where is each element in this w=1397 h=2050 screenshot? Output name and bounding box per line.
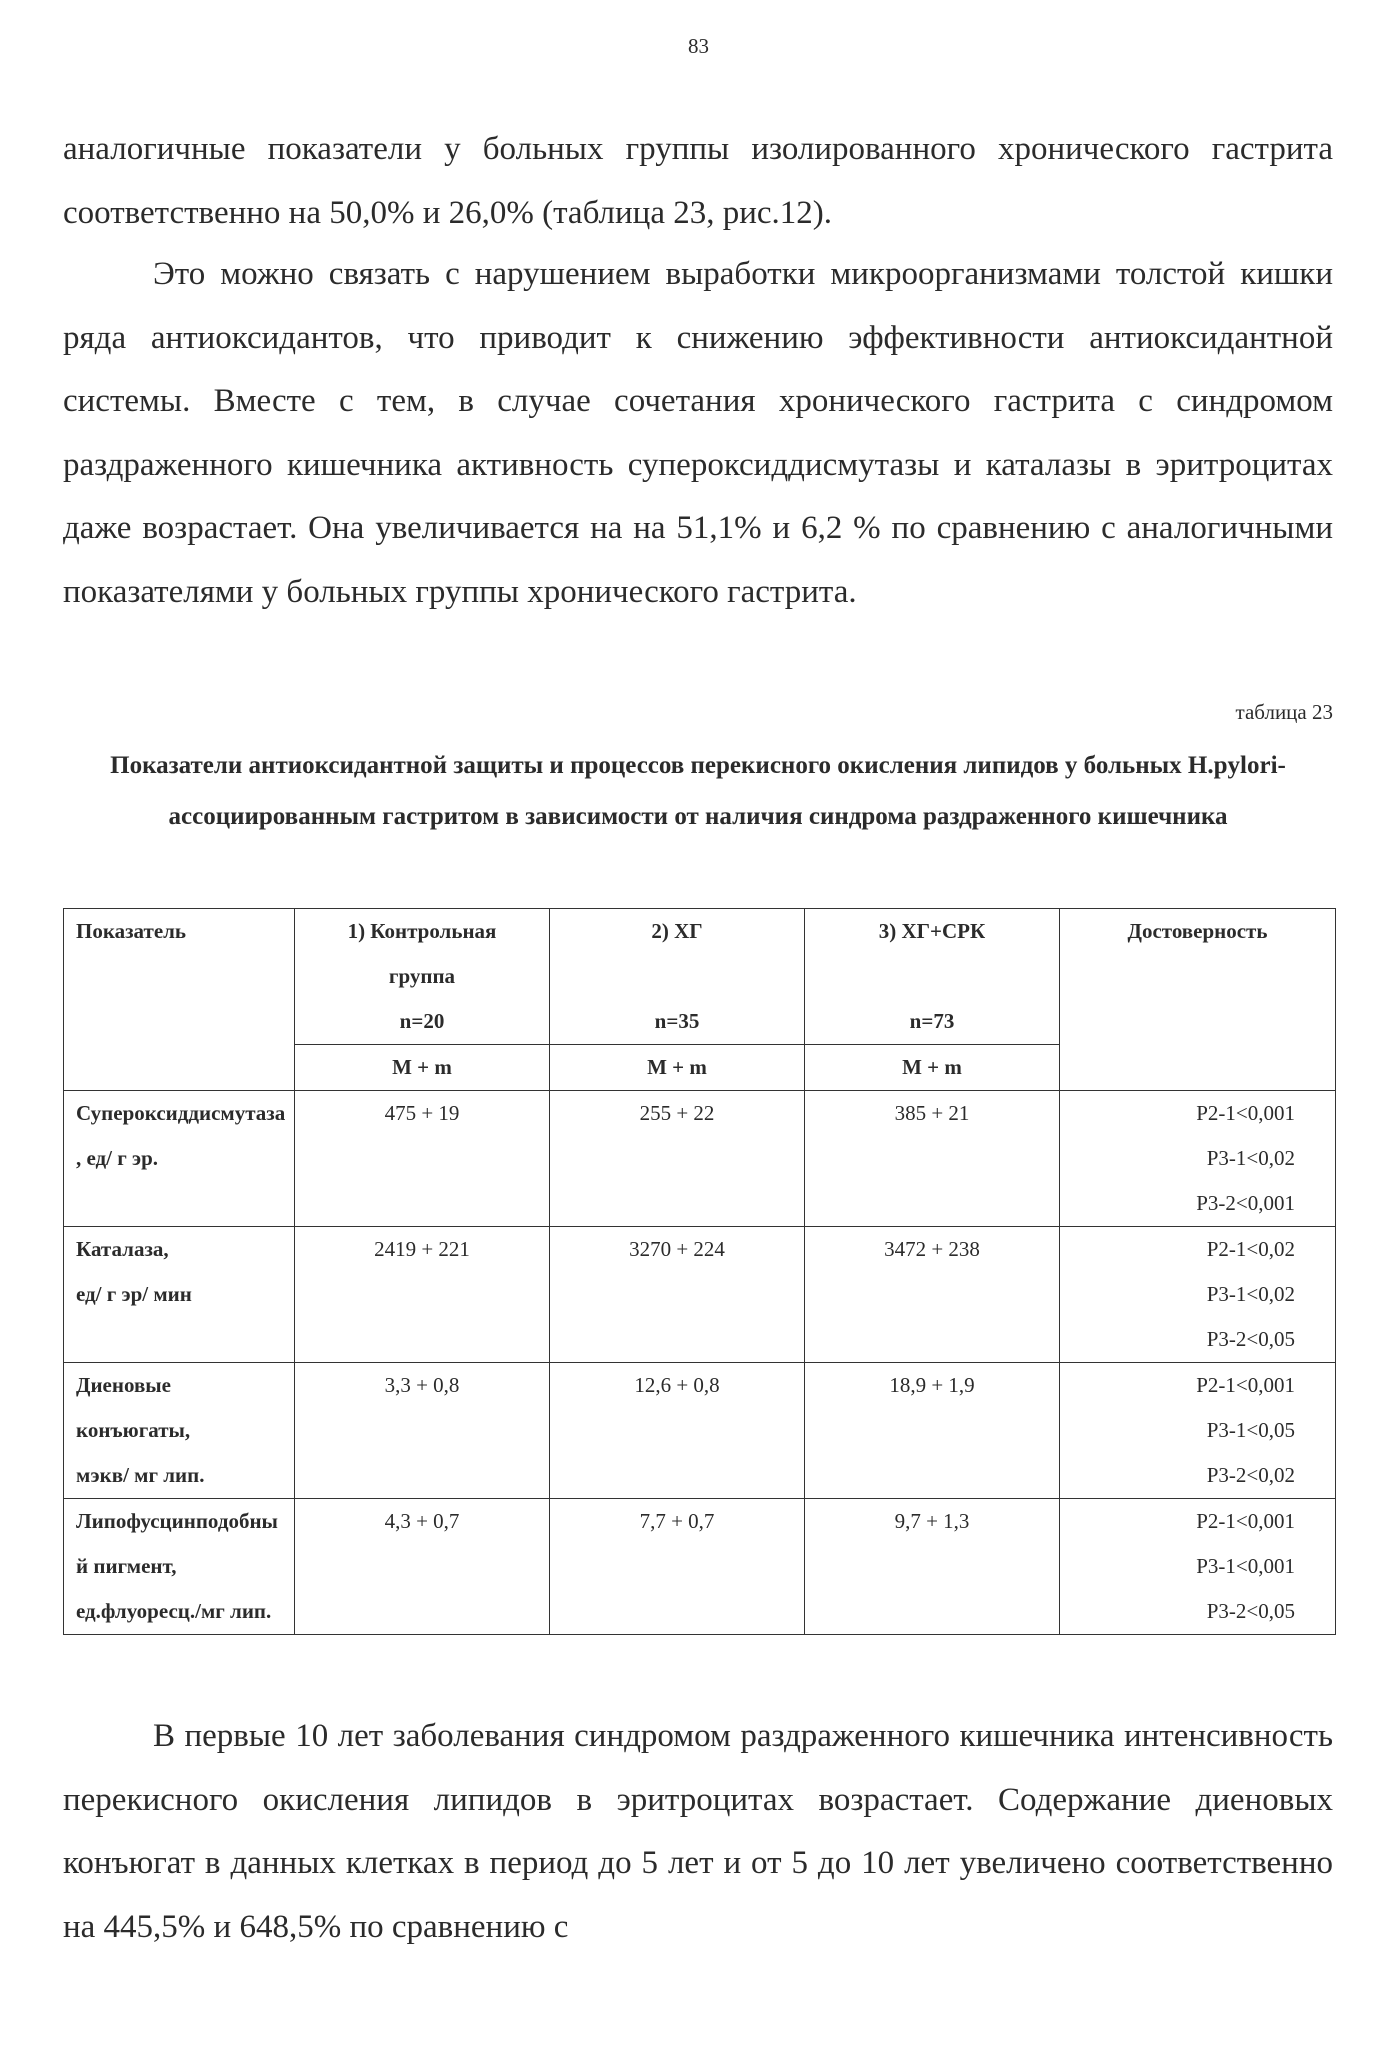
value-hg: 3270 + 224 xyxy=(550,1227,805,1363)
value-hg-srk: 9,7 + 1,3 xyxy=(805,1499,1060,1635)
header-hg-srk-line1: 3) ХГ+СРК xyxy=(878,919,986,943)
header-row xyxy=(64,909,1336,1045)
value-control: 475 + 19 xyxy=(295,1091,550,1227)
row-label xyxy=(64,1499,295,1635)
table-row xyxy=(64,1363,1336,1499)
value-control: 4,3 + 0,7 xyxy=(295,1499,550,1635)
significance-cell xyxy=(1060,1227,1336,1363)
value-control: 3,3 + 0,8 xyxy=(295,1363,550,1499)
p-value: Р3-2<0,02 xyxy=(1206,1463,1295,1487)
page-number: 83 xyxy=(688,34,709,58)
header-hg-n: n=35 xyxy=(654,1009,700,1033)
header-control-group xyxy=(295,909,550,1045)
header-significance: Достоверность xyxy=(1060,909,1336,1091)
p-value: Р3-2<0,05 xyxy=(1206,1327,1295,1351)
significance-cell xyxy=(1060,1091,1336,1227)
value-hg: 255 + 22 xyxy=(550,1091,805,1227)
row-label xyxy=(64,1363,295,1499)
value-hg-srk: 385 + 21 xyxy=(805,1091,1060,1227)
table-row xyxy=(64,1227,1336,1363)
row-label-line: Супероксиддисмутаза xyxy=(76,1101,286,1125)
header-control-line2: группа xyxy=(388,964,456,988)
value-hg: 12,6 + 0,8 xyxy=(550,1363,805,1499)
value-control: 2419 + 221 xyxy=(295,1227,550,1363)
row-label-line: Диеновые xyxy=(76,1373,172,1397)
p-value: Р3-1<0,02 xyxy=(1206,1146,1295,1170)
row-label-line: й пигмент, xyxy=(76,1554,177,1578)
row-label-line: конъюгаты, xyxy=(76,1418,191,1442)
p-value: Р2-1<0,001 xyxy=(1196,1509,1295,1533)
p-value: Р3-1<0,001 xyxy=(1196,1554,1295,1578)
p-value: Р2-1<0,02 xyxy=(1206,1237,1295,1261)
header-mm-3: М + m xyxy=(805,1045,1060,1091)
row-label-line: Каталаза, xyxy=(76,1237,169,1261)
row-label-line: ед.флуоресц./мг лип. xyxy=(76,1599,272,1623)
header-hg-line1: 2) ХГ xyxy=(651,919,703,943)
data-table xyxy=(63,908,1336,1635)
header-hg-group xyxy=(550,909,805,1045)
header-control-n: n=20 xyxy=(399,1009,445,1033)
row-label-line: мэкв/ мг лип. xyxy=(76,1463,205,1487)
p-value: Р3-1<0,02 xyxy=(1206,1282,1295,1306)
header-mm-1: М + m xyxy=(295,1045,550,1091)
row-label xyxy=(64,1227,295,1363)
p-value: Р3-1<0,05 xyxy=(1206,1418,1295,1442)
row-label-line: ед/ г эр/ мин xyxy=(76,1282,192,1306)
value-hg-srk: 18,9 + 1,9 xyxy=(805,1363,1060,1499)
paragraph-3: В первые 10 лет заболевания синдромом раздраженного кишечника интенсивность перекисного окисления липидов в эритроцитах возрастает. Содержание диеновых конъюгат в данных клетках в период до 5 лет и от 5 до 10 лет увеличено соответственно на 445,5% и 648,5% по сравнению с xyxy=(63,1718,1333,1945)
row-label-line: Липофусцинподобны xyxy=(76,1509,278,1533)
paragraph-2: Это можно связать с нарушением выработки микроорганизмами толстой кишки ряда антиоксидантов, что приводит к снижению эффективности антиоксидантной системы. Вместе с тем, в случае сочетания хронического гастрита с синдромом раздраженного кишечника активность супероксиддисмутазы и каталазы в эритроцитах даже возрастает. Она увеличивается на на 51,1% и 6,2 % по сравнению с аналогичными показателями у больных группы хронического гастрита. xyxy=(63,256,1333,610)
row-label-line: , ед/ г эр. xyxy=(76,1146,159,1170)
p-value: Р3-2<0,05 xyxy=(1206,1599,1295,1623)
p-value: Р2-1<0,001 xyxy=(1196,1373,1295,1397)
significance-cell xyxy=(1060,1499,1336,1635)
header-indicator: Показатель xyxy=(64,909,295,1091)
table-row xyxy=(64,1499,1336,1635)
paragraph-1: аналогичные показатели у больных группы изолированного хронического гастрита соответственно на 50,0% и 26,0% (таблица 23, рис.12). xyxy=(63,131,1333,231)
header-hg-srk-group xyxy=(805,909,1060,1045)
table-title: Показатели антиоксидантной защиты и процессов перекисного окисления липидов у больных H.pylori-ассоциированным гастритом в зависимости от наличия синдрома раздраженного кишечника xyxy=(110,752,1286,830)
table-row xyxy=(64,1091,1336,1227)
p-value: Р3-2<0,001 xyxy=(1196,1191,1295,1215)
value-hg: 7,7 + 0,7 xyxy=(550,1499,805,1635)
header-mm-2: М + m xyxy=(550,1045,805,1091)
significance-cell xyxy=(1060,1363,1336,1499)
value-hg-srk: 3472 + 238 xyxy=(805,1227,1060,1363)
table-caption: таблица 23 xyxy=(1235,700,1333,724)
header-control-line1: 1) Контрольная xyxy=(347,919,497,943)
header-hg-srk-n: n=73 xyxy=(909,1009,955,1033)
p-value: Р2-1<0,001 xyxy=(1196,1101,1295,1125)
row-label xyxy=(64,1091,295,1227)
